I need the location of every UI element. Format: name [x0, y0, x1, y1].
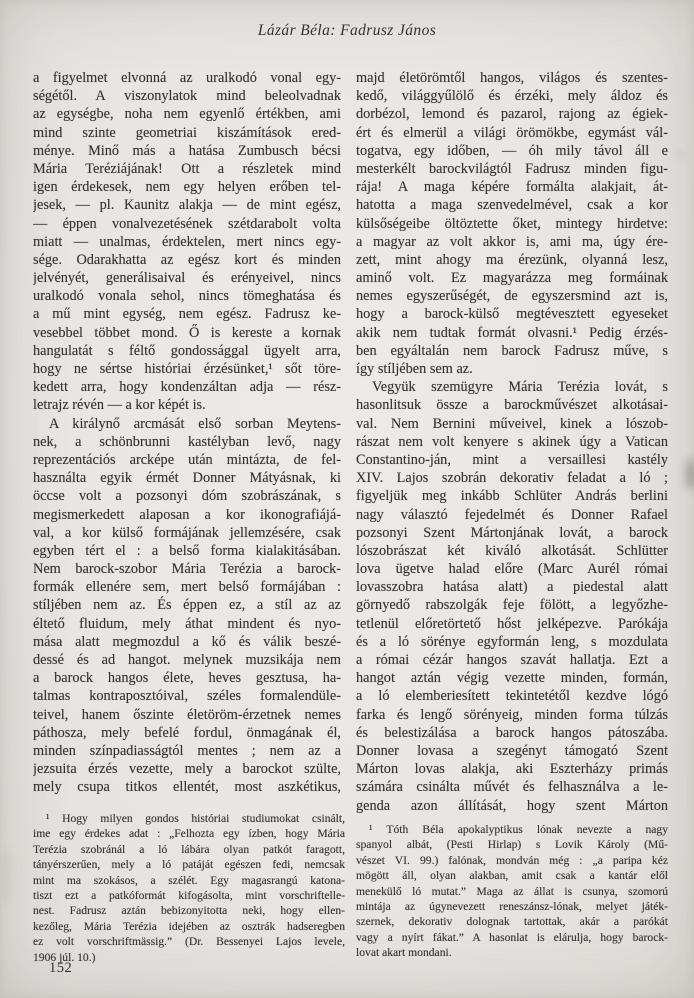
- text-line: számára csinálta művét és felhasználva a le-: [356, 779, 668, 796]
- text-line: akik nem tudtak formát olvasni.¹ Pedig érzés-: [356, 324, 668, 341]
- text-line: ménye. Minő más a hatása Zumbusch bécsi: [33, 142, 341, 159]
- text-line: Constantino-ján, mint a versaillesi kastély: [356, 451, 668, 468]
- left-column: [33, 69, 345, 964]
- text-line: Márton lovas alakja, aki Eszterházy primás: [356, 761, 668, 778]
- text-line: spanyol albát, (Pesti Hirlap) s Lovik Károly (Mű-: [356, 838, 668, 852]
- text-line: jesek, — pl. Kaunitz alakja — de mint egész,: [33, 197, 341, 214]
- text-line: egyben tért el : a belső forma kialakitásában.: [33, 542, 341, 559]
- text-line: pozsonyi Szent Mártonjának lovát, a barock: [356, 524, 668, 541]
- text-line: öccse volt a pozsonyi dóm szobrászának, s: [33, 488, 341, 505]
- page-number: 152: [49, 960, 73, 976]
- text-line: farka és lengő sörényeig, minden forma túlzás: [356, 706, 668, 723]
- text-line: genda azon állítását, hogy szent Márton: [356, 797, 668, 814]
- text-line: nagy választó fejedelmét és Donner Rafael: [356, 506, 668, 523]
- text-line: hangulatát s féltő gondossággal ügyelt arra,: [33, 342, 341, 359]
- text-line: jezsuita érzés vezette, mely a barockot szülte,: [33, 761, 341, 778]
- right-column-body: [356, 69, 668, 815]
- text-line: hatotta a maga szenvedelmével, csak a kor: [356, 197, 668, 214]
- text-line: majd életörömtől hangos, világos és szentes-: [356, 70, 668, 86]
- text-line: az egységbe, noha nem egyenlő értékben, ami: [33, 106, 341, 123]
- text-line: nemes egyszerűségét, de egyszersmind azt is,: [356, 288, 668, 305]
- text-line: stíljében nem az. És éppen ez, a stíl az az: [33, 597, 341, 614]
- text-line: figyeljük meg inkább Schlüter András berlini: [356, 488, 668, 505]
- text-line: tiszt ezt a patkóformát kifogásolta, mint vorschriftelle-: [33, 888, 345, 902]
- text-line: használta egyik érmét Donner Mátyásnak, ki: [33, 470, 341, 487]
- text-line: és belestizálása a barock hangos pátoszába.: [356, 724, 668, 741]
- text-line: a barock hangos élete, heves gesztusa, ha-: [33, 670, 341, 687]
- text-line: hogy a barock-külső megtévesztett egyeseket: [356, 306, 668, 323]
- text-line: Mária Teréziájának! Ott a részletek mind: [33, 160, 341, 177]
- text-line: éltető fluidum, mely áthat mindent és nyo-: [33, 615, 341, 632]
- text-line: ¹ Hogy milyen gondos históriai studiumokat csinált,: [46, 812, 345, 825]
- text-line: kedő, világgyűlölő és érzéki, mely áldoz és: [356, 88, 668, 105]
- text-line: mint ma szokásos, a szélét. Egy magasrangú katona-: [33, 873, 345, 887]
- text-line: tetlenül előretörtető hőst jelképezve. Parókája: [356, 615, 668, 632]
- paper-smudge: [686, 458, 694, 490]
- text-line: togatva, egy időben, — óh mily távol áll e: [356, 142, 668, 159]
- text-line: formák ellenére sem, mert belső formájában :: [33, 579, 341, 596]
- text-line: XIV. Lajos szobrán dekorativ feladat a ló ;: [356, 470, 668, 487]
- text-line: megismerkedett alaposan a kor ikonografiájá-: [33, 506, 341, 523]
- text-line: Nem barock-szobor Mária Terézia a barock-: [33, 561, 341, 578]
- text-line: nest. Fadrusz aztán bebizonyitotta neki, hogy ellen-: [33, 904, 345, 918]
- text-line: dorbézol, lemond és pazarol, rajong az égiek-: [356, 106, 668, 123]
- text-line: a római cézár hangos szavát hallatja. Ezt a: [356, 652, 668, 668]
- text-line: mögött áll, olyan alakban, amit csak a kantár elől: [356, 869, 668, 883]
- text-line: rászat nem volt kenyere s akinek úgy a Vatican: [356, 433, 668, 450]
- text-line: ségétől. A viszonylatok mind beleolvadnak: [33, 88, 341, 105]
- text-line: vagy a nyírt fákat.” A hasonlat is elárulja, hogy barock-: [356, 930, 668, 944]
- text-line: A királynő arcmását első sorban Meytens-: [49, 415, 341, 432]
- text-line: reprezentációs arcképe után mintázta, de fel-: [33, 451, 341, 468]
- right-column: [356, 69, 668, 960]
- text-line: val. Nem Bernini műveivel, kinek a lószob-: [356, 415, 668, 432]
- text-line: a ló elemberiesített tekintetétől kezdve lógó: [356, 688, 668, 705]
- text-line: tányérszerűen, mely a ló patáját egészen fedi, nemcsak: [33, 858, 345, 872]
- text-line: sége. Odarakhatta az egész kort és minden: [33, 251, 341, 268]
- text-line: talmas kontraposztóival, széles formalendüle-: [33, 688, 341, 705]
- text-line: görnyedő rabszolgák feje fölött, a legyőzhe-: [356, 597, 668, 614]
- text-line: ime egy érdekes adat : „Felhozta egy ízben, hogy Mária: [33, 827, 345, 841]
- text-line: lovat akart mondani.: [356, 946, 452, 960]
- text-line: kedett arra, hogy kondenzáltan adja — rész-: [33, 379, 341, 396]
- text-line: külsőségeibe öltöztette őket, mintegy hirdetve:: [356, 215, 668, 232]
- text-line: a mű mint egység, nem egész. Fadrusz ke-: [33, 306, 341, 323]
- text-line: zett, mint ahogy ma érezünk, olyanná lesz,: [356, 251, 668, 268]
- text-line: miatt — unalmas, érdektelen, mert nincs egy-: [33, 233, 341, 250]
- text-line: lószobrászat két kiváló alkotását. Schlütter: [356, 542, 668, 559]
- text-line: mely csupa titkos ellentét, most aszkétikus,: [33, 779, 341, 796]
- text-line: teivel, hanem őszinte életöröm-érzetnek nemes: [33, 706, 341, 723]
- text-line: aminő volt. Ez magyarázza meg formáinak: [356, 270, 668, 287]
- text-line: lovasszobra hatása alatt) a piedestal alatt: [356, 579, 668, 596]
- text-line: Donner lovasa a szegényt támogató Szent: [356, 742, 668, 759]
- text-line: Terézia szobránál a ló lábára olyan patkót faragott,: [33, 842, 345, 856]
- text-line: ez volt vorschriftmässig.” (Dr. Bessenyei Lajos levele,: [33, 935, 345, 949]
- text-line: kezőleg, Mária Terézia idejében az osztrák hadseregben: [33, 919, 345, 933]
- text-line: hangot aztán végig vezette minden, formán,: [356, 670, 668, 687]
- text-line: hogy ne sértse históriai érzésünket,¹ sőt töre-: [33, 361, 341, 377]
- text-line: mása alatt megmozdul a kő és válik beszé-: [33, 633, 341, 650]
- text-line: 1906 júl. 10.): [33, 950, 96, 964]
- left-column-footnote: [33, 811, 345, 965]
- text-line: vesebbel többet mond. Ő is kereste a kornak: [33, 324, 341, 341]
- text-line: vészet VI. 99.) falónak, mondván még : „a paripa kéz: [356, 853, 668, 867]
- text-line: val, a kor külső formájának jellemzésére, csak: [33, 524, 341, 541]
- text-line: Vegyük szemügyre Mária Terézia lovát, s: [372, 379, 668, 396]
- text-line: ¹ Tóth Béla apokalyptikus lónak nevezte a nagy: [369, 823, 668, 836]
- paper-smudge: [4, 846, 9, 906]
- text-line: — éppen vonalvezetésének szétdarabolt volta: [33, 215, 341, 232]
- text-line: jelvényét, generálisaival és erényeivel, nincs: [33, 270, 341, 287]
- text-line: mesterkélt barockvilágtól Fadrusz minden figu-: [356, 160, 668, 177]
- text-line: nek, a schönbrunni kastélyban levő, nagy: [33, 433, 341, 450]
- text-line: mintája az úgynevezett reneszánsz-lónak, melyet játék-: [356, 899, 668, 913]
- text-line: letrajz révén — a kor képét is.: [33, 397, 206, 414]
- text-line: minden színpadiasságtól mentes ; nem az a: [33, 742, 341, 759]
- text-line: a magyar az volt akkor is, ami ma, úgy ére-: [356, 233, 668, 250]
- text-line: ért és elmerül a világi örömökbe, egymást vál-: [356, 124, 668, 141]
- text-line: hasonlitsuk össze a barockművészet alkotásai-: [356, 397, 668, 414]
- text-line: dessé és ad hangot. melynek muzsikája nem: [33, 652, 341, 668]
- text-line: így stíljében sem az.: [356, 361, 473, 377]
- text-line: menekülő ló mutat.” Maga az állat is csunya, szomorú: [356, 884, 668, 898]
- text-line: ben egyáltalán nem barock Fadrusz műve, s: [356, 342, 668, 359]
- text-line: uralkodó vonala sehol, nincs tömeghatása és: [33, 288, 341, 305]
- right-column-footnote: [356, 822, 668, 961]
- text-line: rája! A maga képére formálta alakjait, át-: [356, 179, 668, 196]
- text-line: páthosza, mely befelé fordul, önmagának él,: [33, 724, 341, 741]
- left-column-body: [33, 69, 341, 797]
- paper-speck: [676, 150, 684, 158]
- running-header: Lázár Béla: Fadrusz János: [257, 22, 437, 39]
- text-line: igen érdekesek, nem egy helyen erőben tel-: [33, 179, 341, 196]
- text-line: a figyelmet elvonná az uralkodó vonal egy-: [33, 70, 341, 86]
- text-line: mind szinte geometriai kiszámítások ered-: [33, 124, 341, 141]
- text-line: és a ló sörénye egyformán leng, s mozdulata: [356, 633, 668, 650]
- text-line: szernek, dekorativ dolognak tartottak, akár a parókát: [356, 915, 668, 929]
- text-line: lova ügetve halad előre (Marc Aurél római: [356, 561, 668, 578]
